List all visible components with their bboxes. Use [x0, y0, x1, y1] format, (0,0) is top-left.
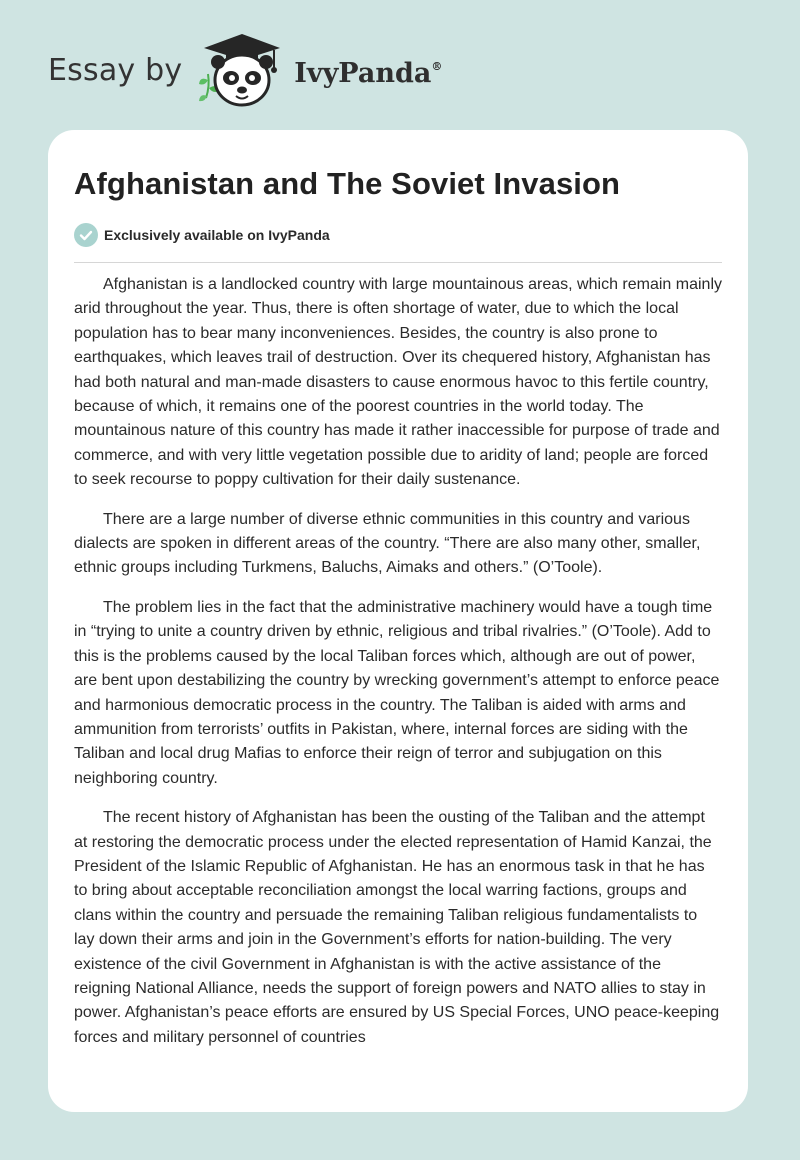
essay-body [74, 273, 722, 1050]
check-circle-icon [74, 223, 98, 247]
essay-card [48, 130, 748, 1112]
essay-by-label: Essay by [48, 52, 183, 88]
site-header [48, 28, 768, 112]
paragraph: The recent history of Afghanistan has been the ousting of the Taliban and the attempt at restoring the democratic process under the elected representation of Hamid Kanzai, the President of the Islamic Republic of Afghanistan. He has an enormous task in that he has to bring about acceptable reconciliation amongst the local warring factions, groups and clans within the country and persuade the remaining Taliban religious fundamentalists to lay down their arms and join in the Government’s efforts for nation-building. The very existence of the civil Government in Afghanistan is with the active assistance of the reigning National Alliance, needs the support of foreign powers and NATO allies to stay in power. Afghanistan’s peace efforts are ensured by US Special Forces, UNO peace-keeping forces and military personnel of countries [74, 809, 720, 1046]
essay-title: Afghanistan and The Soviet Invasion [74, 166, 621, 201]
exclusive-badge-label: Exclusively available on IvyPanda [104, 227, 330, 243]
ivypanda-logo-icon[interactable] [196, 28, 288, 112]
paragraph: There are a large number of diverse ethnic communities in this country and various dialects are spoken in different areas of the country. “There are also many other, smaller, ethnic groups including Turkmens, Baluchs, Aimaks and others.” (O’Toole). [74, 510, 701, 577]
brand-name[interactable]: IvyPanda® [294, 57, 443, 89]
divider [74, 262, 722, 263]
paragraph: The problem lies in the fact that the administrative machinery would have a tough time in “trying to unite a country driven by ethnic, religious and tribal rivalries.” (O’Toole). Add to this is the problems caused by the local Taliban forces which, although are out of power, are bent upon destabilizing the country by wrecking government’s attempt to enforce peace and harmonious democratic process in the country. The Taliban is aided with arms and ammunition from terrorists’ outfits in Pakistan, where, internal forces are siding with the Taliban and local drug Mafias to enforce their reign of terror and subjugation on this neighboring country. [74, 598, 720, 787]
registered-mark: ® [431, 59, 443, 73]
exclusive-badge [74, 222, 722, 248]
paragraph: Afghanistan is a landlocked country with large mountainous areas, which remain mainly arid throughout the year. Thus, there is often shortage of water, due to which the local population has to bear many inconveniences. Besides, the country is also prone to earthquakes, which leaves trail of destruction. Over its chequered history, Afghanistan has had both natural and man-made disasters to cause enormous havoc to this fertile country, because of which, it remains one of the poorest countries in the world today. The mountainous nature of this country has made it rather inaccessible for purpose of trade and commerce, and with very little vegetation possible due to aridity of land; people are forced to seek recourse to poppy cultivation for their daily sustenance. [74, 276, 722, 489]
